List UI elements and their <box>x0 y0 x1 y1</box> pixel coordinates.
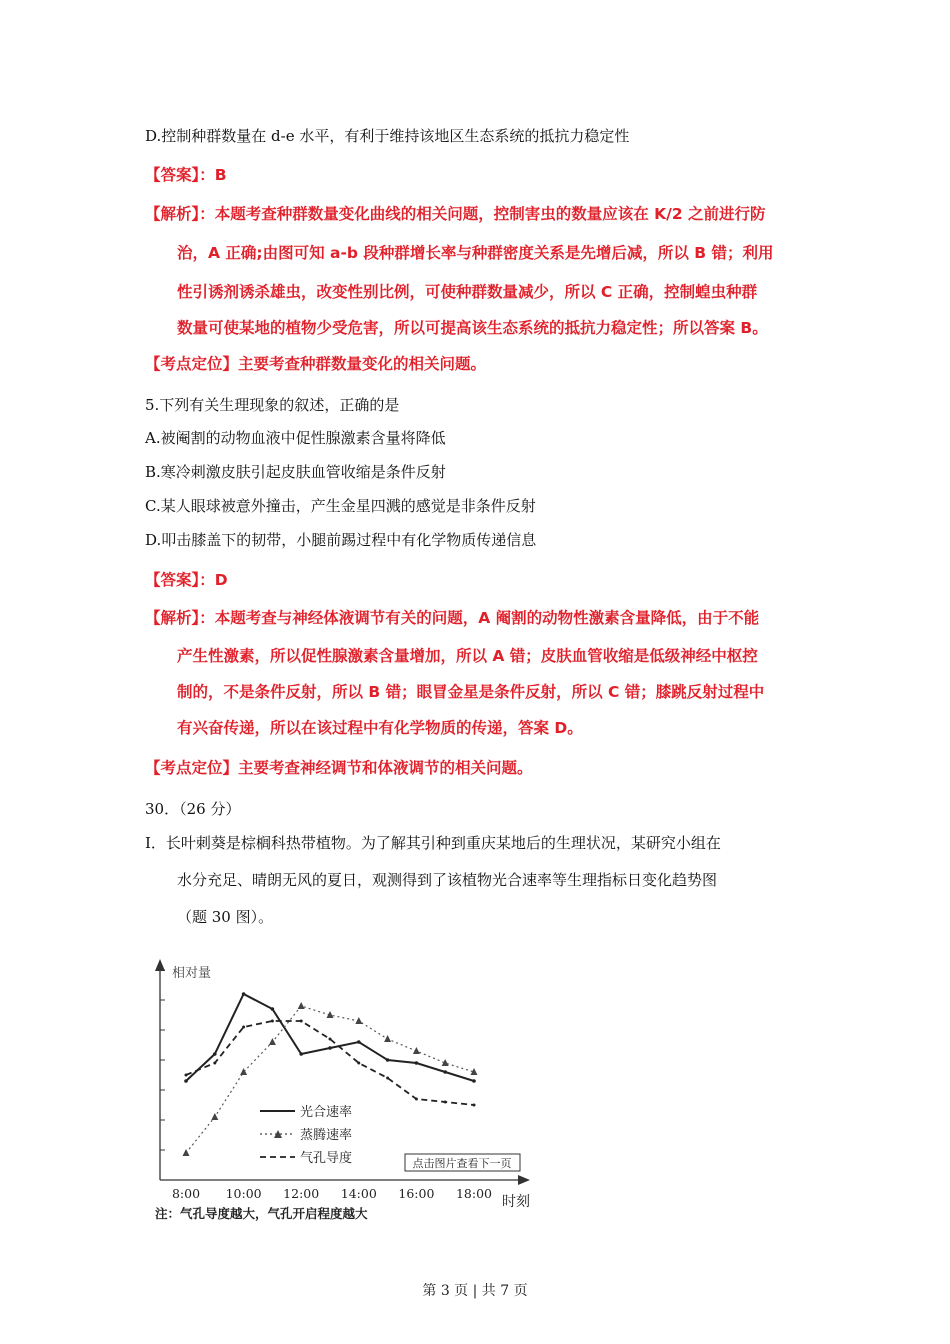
q30-text-line-3: （题 30 图）。 <box>177 908 274 926</box>
data-point-photosynthesis <box>415 1061 419 1065</box>
data-point-photosynthesis <box>357 1040 361 1044</box>
x-tick-label: 16:00 <box>398 1186 435 1201</box>
q5-analysis-line-4: 有兴奋传递，所以在该过程中有化学物质的传递，答案 D。 <box>177 719 583 737</box>
y-ticks <box>160 970 165 1150</box>
data-point-stomatal <box>415 1098 418 1101</box>
x-axis-label: 时刻 <box>502 1194 530 1210</box>
data-point-stomatal <box>329 1038 332 1041</box>
chart-note: 注：气孔导度越大，气孔开启程度越大 <box>155 1206 368 1221</box>
data-point-transpiration <box>211 1113 218 1120</box>
data-point-stomatal <box>444 1101 447 1104</box>
q5-stem: 5.下列有关生理现象的叙述，正确的是 <box>145 396 400 414</box>
q4-option-d: D.控制种群数量在 d-e 水平，有利于维持该地区生态系统的抵抗力稳定性 <box>145 127 630 145</box>
q30-text-line-2: 水分充足、晴朗无风的夏日，观测得到了该植物光合速率等生理指标日变化趋势图 <box>177 871 718 889</box>
y-axis-label: 相对量 <box>172 966 212 981</box>
legend-item-photosynthesis <box>260 1104 352 1120</box>
data-point-stomatal <box>357 1062 360 1065</box>
series-line-stomatal <box>186 1021 474 1105</box>
x-tick-label: 10:00 <box>225 1186 262 1201</box>
data-point-photosynthesis <box>386 1058 390 1062</box>
q30-number: 30．（26 分） <box>145 800 241 818</box>
data-point-transpiration <box>384 1035 391 1042</box>
data-point-stomatal <box>473 1104 476 1107</box>
q5-option-c: C.某人眼球被意外撞击，产生金星四溅的感觉是非条件反射 <box>145 497 536 515</box>
q5-answer: 【答案】：D <box>145 571 228 589</box>
data-point-stomatal <box>185 1074 188 1077</box>
data-point-transpiration <box>298 1002 305 1009</box>
data-point-photosynthesis <box>299 1052 303 1056</box>
q4-analysis-line-1: 【解析】：本题考查种群数量变化曲线的相关问题，控制害虫的数量应该在 K/2 之前进行防 <box>145 205 766 223</box>
line-chart[interactable] <box>150 955 550 1230</box>
x-axis <box>160 1175 530 1185</box>
q5-option-a: A.被阉割的动物血液中促性腺激素含量将降低 <box>145 429 446 447</box>
data-point-photosynthesis <box>271 1007 275 1011</box>
q4-analysis-line-4: 数量可使某地的植物少受危害，所以可提高该生态系统的抵抗力稳定性；所以答案 B。 <box>177 319 768 337</box>
data-point-stomatal <box>386 1077 389 1080</box>
next-page-button[interactable] <box>405 1154 520 1171</box>
legend <box>260 1104 352 1166</box>
data-point-stomatal <box>271 1020 274 1023</box>
data-point-photosynthesis <box>184 1079 188 1083</box>
data-point-photosynthesis <box>443 1070 447 1074</box>
q5-point: 【考点定位】主要考查神经调节和体液调节的相关问题。 <box>145 759 533 777</box>
q5-analysis-line-3: 制的，不是条件反射，所以 B 错；眼冒金星是条件反射，所以 C 错；膝跳反射过程中 <box>177 683 765 701</box>
x-tick-label: 18:00 <box>455 1186 493 1201</box>
y-axis <box>155 959 165 1180</box>
data-point-transpiration <box>327 1011 334 1018</box>
data-point-transpiration <box>413 1047 420 1054</box>
q5-analysis-line-2: 产生性激素，所以促性腺激素含量增加，所以 A 错；皮肤血管收缩是低级神经中枢控 <box>177 647 758 665</box>
x-tick-label: 8:00 <box>171 1186 201 1201</box>
data-point-transpiration <box>269 1038 276 1045</box>
legend-item-transpiration <box>260 1127 352 1143</box>
q30-text-line-1: I．长叶刺葵是棕榈科热带植物。为了解其引种到重庆某地后的生理状况，某研究小组在 <box>145 834 721 852</box>
x-tick-label: 14:00 <box>340 1186 377 1201</box>
series-stomatal <box>185 1020 476 1107</box>
data-point-photosynthesis <box>242 992 246 996</box>
q5-analysis-line-1: 【解析】：本题考查与神经体液调节有关的问题，A 阉割的动物性激素含量降低，由于不能 <box>145 609 760 627</box>
data-point-photosynthesis <box>472 1079 476 1083</box>
q5-option-b: B.寒冷刺激皮肤引起皮肤血管收缩是条件反射 <box>145 463 446 481</box>
data-point-photosynthesis <box>328 1046 332 1050</box>
legend-label-photosynthesis: 光合速率 <box>300 1105 353 1120</box>
q5-option-d: D.叩击膝盖下的韧带，小腿前踢过程中有化学物质传递信息 <box>145 531 537 549</box>
legend-item-stomatal <box>260 1150 352 1166</box>
legend-label-transpiration: 蒸腾速率 <box>300 1128 353 1143</box>
data-point-stomatal <box>300 1020 303 1023</box>
data-point-transpiration <box>183 1149 190 1156</box>
q4-answer: 【答案】：B <box>145 166 227 184</box>
legend-label-stomatal: 气孔导度 <box>300 1151 353 1166</box>
q4-analysis-line-3: 性引诱剂诱杀雄虫，改变性别比例，可使种群数量减少，所以 C 正确，控制蝗虫种群 <box>177 283 758 301</box>
q4-analysis-line-2: 治，A 正确;由图可知 a-b 段种群增长率与种群密度关系是先增后减，所以 B 错；利用 <box>177 244 774 262</box>
data-point-transpiration <box>355 1017 362 1024</box>
data-point-stomatal <box>242 1026 245 1029</box>
next-page-button-label[interactable]: 点击图片查看下一页 <box>412 1157 512 1170</box>
x-tick-labels <box>172 1186 492 1201</box>
data-point-stomatal <box>213 1062 216 1065</box>
page-footer: 第 3 页 | 共 7 页 <box>422 1283 528 1299</box>
q4-point: 【考点定位】主要考查种群数量变化的相关问题。 <box>145 355 487 373</box>
data-point-transpiration <box>240 1068 247 1075</box>
x-tick-label: 12:00 <box>283 1186 320 1201</box>
data-point-photosynthesis <box>213 1052 217 1056</box>
